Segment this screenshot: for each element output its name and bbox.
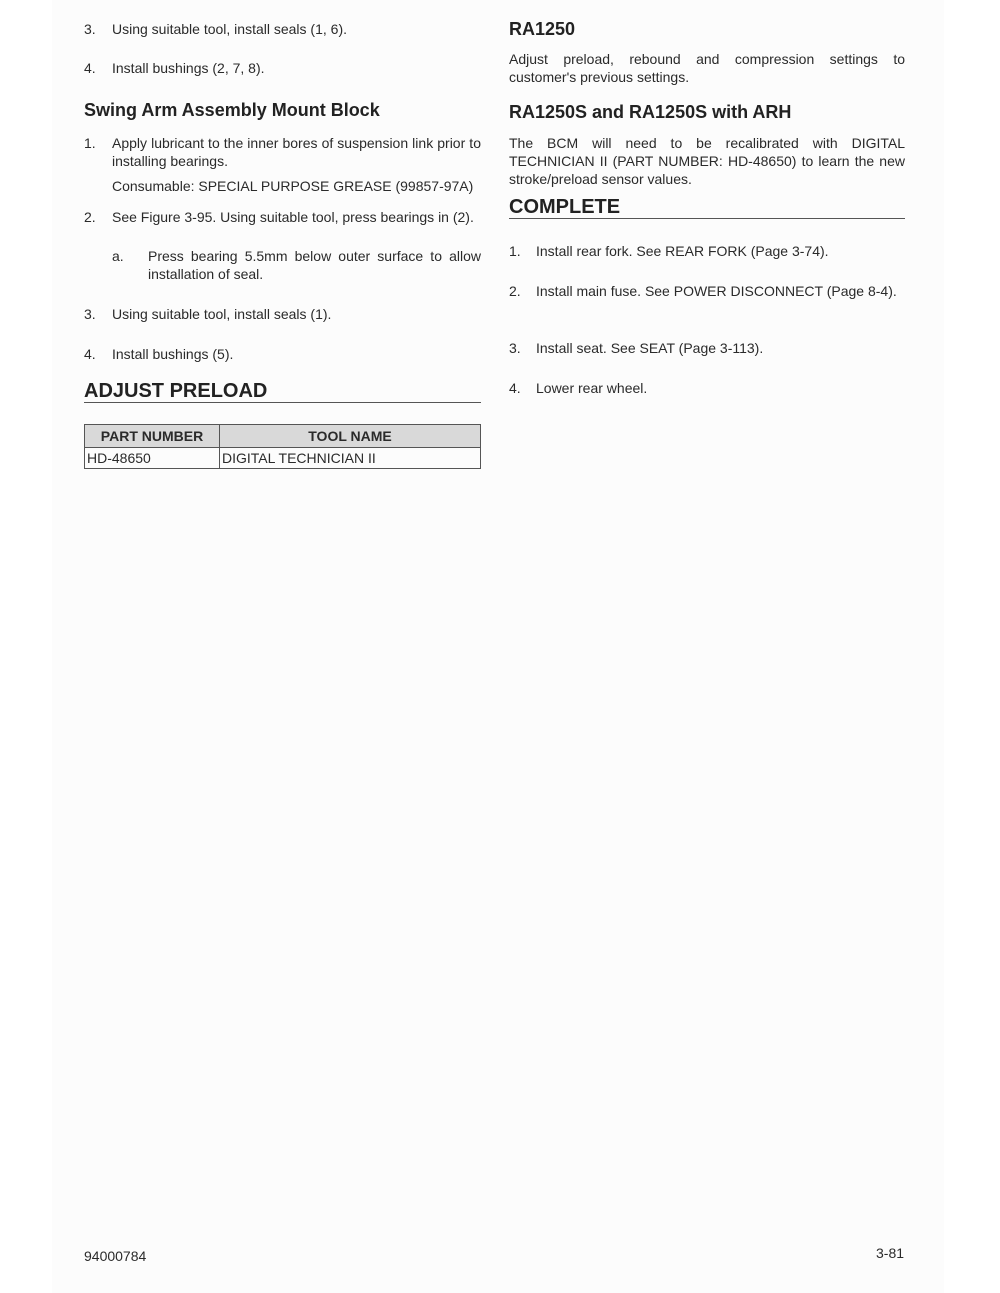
consumable-note: Consumable: SPECIAL PURPOSE GREASE (99857-97A) [112, 178, 474, 194]
table-row [85, 448, 481, 469]
step-number: 2. [509, 283, 521, 299]
step-3-top [84, 20, 481, 38]
step-1 [509, 242, 905, 260]
step-number: 3. [84, 306, 96, 322]
step-4-top [84, 59, 481, 77]
step-2 [84, 208, 481, 226]
step-text: Install rear fork. See REAR FORK (Page 3-74). [536, 243, 829, 259]
step-2 [509, 282, 905, 300]
step-number: 4. [84, 60, 96, 76]
table-cell: HD-48650 [85, 448, 220, 469]
step-3 [84, 305, 481, 323]
paragraph: Adjust preload, rebound and compression settings to customer's previous settings. [509, 51, 905, 85]
section-title-adjust-preload: ADJUST PRELOAD [84, 380, 481, 403]
step-3 [509, 339, 905, 357]
document-number: 94000784 [84, 1248, 147, 1264]
step-4 [84, 345, 481, 363]
step-text: Using suitable tool, install seals (1). [112, 306, 332, 322]
tool-table [84, 424, 481, 469]
step-number: 3. [84, 21, 96, 37]
step-text: Lower rear wheel. [536, 380, 648, 396]
table-cell: DIGITAL TECHNICIAN II [220, 448, 481, 469]
step-text: See Figure 3-95. Using suitable tool, press bearings in (2). [112, 209, 474, 225]
step-number: 4. [84, 346, 96, 362]
substep-a [112, 247, 481, 283]
substep-letter: a. [112, 248, 124, 264]
step-text: Apply lubricant to the inner bores of suspension link prior to installing bearings. [112, 135, 481, 169]
paragraph: The BCM will need to be recalibrated with DIGITAL TECHNICIAN II (PART NUMBER: HD-48650) to learn the new stroke/preload sensor values. [509, 135, 905, 187]
step-4 [509, 379, 905, 397]
section-heading: Swing Arm Assembly Mount Block [84, 100, 380, 120]
section-heading-ra1250: RA1250 [509, 19, 576, 39]
column-header: TOOL NAME [220, 425, 481, 448]
step-number: 4. [509, 380, 521, 396]
step-number: 2. [84, 209, 96, 225]
substep-text: Press bearing 5.5mm below outer surface to allow installation of seal. [148, 248, 481, 282]
step-number: 1. [84, 135, 96, 151]
step-number: 1. [509, 243, 521, 259]
step-1 [84, 134, 481, 170]
step-text: Install bushings (5). [112, 346, 234, 362]
column-header: PART NUMBER [85, 425, 220, 448]
step-number: 3. [509, 340, 521, 356]
step-text: Install seat. See SEAT (Page 3-113). [536, 340, 764, 356]
step-text: Install main fuse. See POWER DISCONNECT (Page 8-4). [536, 283, 897, 299]
step-text: Using suitable tool, install seals (1, 6). [112, 21, 347, 37]
section-heading-ra1250s: RA1250S and RA1250S with ARH [509, 102, 792, 122]
section-title-complete: COMPLETE [509, 196, 905, 219]
table-header-row [85, 425, 481, 448]
step-text: Install bushings (2, 7, 8). [112, 60, 265, 76]
page-number: 3-81 [876, 1245, 905, 1261]
